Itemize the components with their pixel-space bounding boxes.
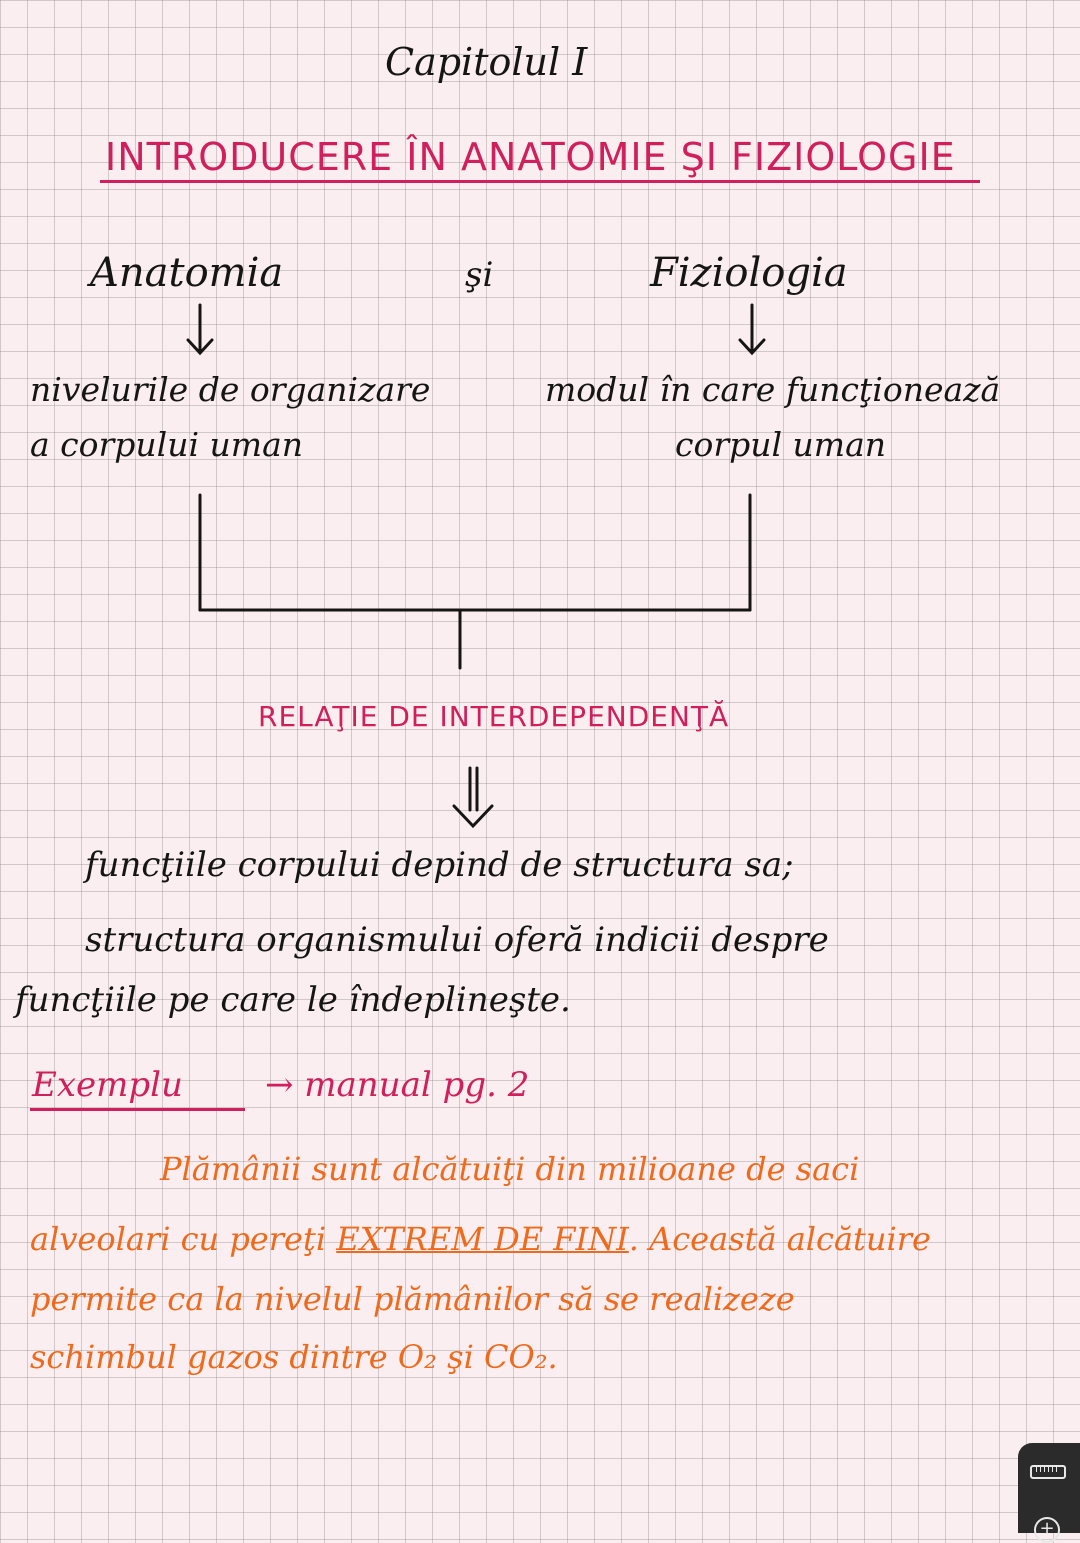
- example-line: Plămânii sunt alcătuiţi din milioane de saci: [160, 1150, 860, 1188]
- chapter-label: Capitolul I: [385, 40, 588, 84]
- example-reference: → manual pg. 2: [265, 1065, 530, 1105]
- anatomy-desc-line: a corpului uman: [30, 425, 303, 464]
- anatomy-desc-line: nivelurile de organizare: [30, 370, 431, 409]
- physiology-heading: Fiziologia: [650, 250, 848, 296]
- example-line: permite ca la nivelul plămânilor să se realizeze: [30, 1280, 795, 1318]
- ruler-icon[interactable]: [1030, 1465, 1066, 1479]
- arrow-down-icon: [188, 305, 212, 353]
- conclusion-line: structura organismului oferă indicii despre: [85, 920, 829, 960]
- emphasis-text: EXTREM DE FINI: [336, 1220, 629, 1258]
- example-line: schimbul gazos dintre O₂ şi CO₂.: [30, 1338, 558, 1376]
- plus-icon[interactable]: +: [1034, 1517, 1060, 1543]
- bracket-connector: [200, 495, 750, 668]
- relation-title: RELAŢIE DE INTERDEPENDENŢĂ: [258, 700, 730, 733]
- example-line: [30, 1220, 931, 1258]
- conjunction: şi: [465, 255, 494, 295]
- physiology-desc-line: corpul uman: [675, 425, 887, 464]
- floating-toolbar: [1018, 1443, 1080, 1539]
- example-underline: [30, 1108, 245, 1111]
- conclusion-line: funcţiile corpului depind de structura sa;: [85, 845, 794, 885]
- anatomy-heading: Anatomia: [90, 250, 284, 296]
- conclusion-line: funcţiile pe care le îndeplineşte.: [15, 980, 571, 1020]
- physiology-desc-line: modul în care funcţionează: [545, 370, 1001, 409]
- example-text: alveolari cu pereţi: [30, 1220, 337, 1258]
- double-arrow-down-icon: [454, 768, 492, 826]
- example-text: . Această alcătuire: [628, 1220, 931, 1258]
- page-title: INTRODUCERE ÎN ANATOMIE ŞI FIZIOLOGIE: [105, 135, 956, 179]
- arrow-down-icon: [740, 305, 764, 353]
- example-label: Exemplu: [32, 1065, 183, 1105]
